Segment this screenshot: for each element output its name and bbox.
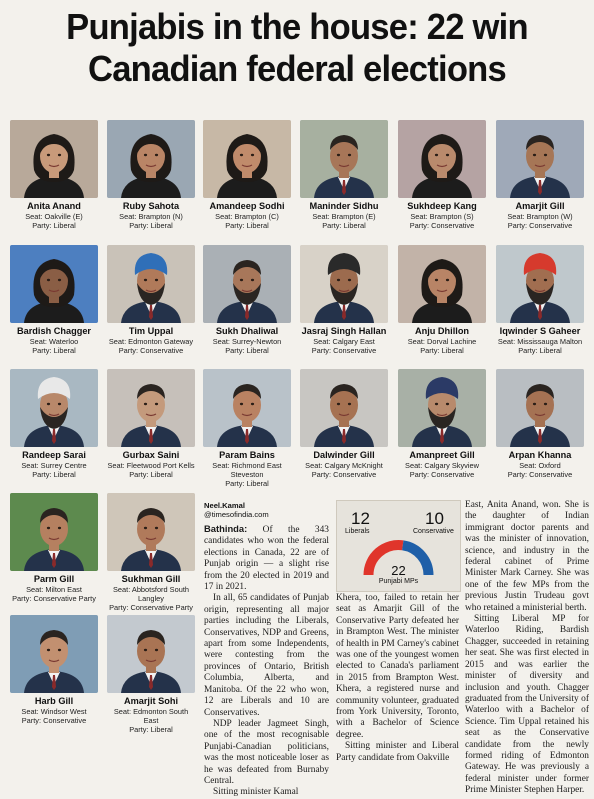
mp-seat: Seat: Fleetwood Port Kells	[107, 461, 195, 470]
mp-card	[398, 369, 486, 479]
mp-name: Amarjit Sohi	[123, 696, 179, 706]
article-paragraph: In all, 65 candidates of Punjab origin, representing all major parties including the Liberals, Conservatives, NDP and Greens, apart from some Independents, were contesting from the provinces of Ontario, British Columbia, Alberta, and Manitoba. Of the 22 who won, 12 are Liberals and 10 are Conservatives.	[204, 593, 329, 718]
mp-card	[10, 245, 98, 355]
article-paragraph: Bathinda: Of the 343 candidates who won the federal elections in Canada, 22 are of Punjab origin — a slight rise from the 20 elected in 2019 and 17 in 2021.	[204, 523, 329, 593]
dateline: Bathinda:	[204, 523, 248, 534]
mp-seat: Seat: Calgary East	[313, 337, 375, 346]
party-breakdown-infographic	[336, 500, 461, 592]
mp-name: Dalwinder Gill	[313, 450, 375, 460]
mp-seat: Seat: Brampton (W)	[507, 212, 573, 221]
headline	[12, 6, 582, 90]
mp-name: Maninder Sidhu	[309, 201, 379, 211]
mp-party: Party: Conservative	[409, 470, 475, 479]
mp-card	[496, 120, 584, 230]
mp-photo	[496, 245, 584, 323]
mp-card	[10, 120, 98, 230]
total-mps-count: 22	[391, 563, 406, 578]
mp-card	[107, 245, 195, 355]
mp-seat: Seat: Surrey Centre	[21, 461, 87, 470]
mp-photo	[300, 369, 388, 447]
mp-party: Party: Liberal	[32, 346, 76, 355]
mp-card	[107, 615, 195, 734]
mp-name: Sukhdeep Kang	[407, 201, 477, 211]
article-column-2	[336, 593, 459, 764]
article-paragraph: Sitting minister Kamal	[213, 787, 299, 798]
mp-party: Party: Conservative	[507, 221, 573, 230]
mp-photo	[300, 120, 388, 198]
conservative-label: Conservative	[413, 528, 454, 535]
mp-photo	[300, 245, 388, 323]
liberals-label: Liberals	[345, 528, 370, 535]
mp-seat: Seat: Edmonton South East	[113, 707, 189, 725]
mp-seat: Seat: Abbotsford South Langley	[112, 585, 189, 603]
mp-photo	[203, 120, 291, 198]
mp-photo	[10, 120, 98, 198]
mp-seat: Seat: Dorval Lachine	[407, 337, 477, 346]
mp-party: Party: Liberal	[225, 221, 269, 230]
mp-name: Ruby Sahota	[122, 201, 180, 211]
mp-party: Party: Liberal	[129, 725, 173, 734]
mp-party: Party: Liberal	[32, 221, 76, 230]
mp-party: Party: Conservative	[118, 346, 184, 355]
mp-photo	[203, 369, 291, 447]
mp-card	[107, 493, 195, 612]
mp-name: Gurbax Saini	[122, 450, 180, 460]
mp-seat: Seat: Mississauga Malton	[497, 337, 583, 346]
byline-email: @timesofindia.com	[204, 510, 269, 519]
mp-card	[496, 245, 584, 355]
mp-card	[300, 120, 388, 230]
mp-name: Sukhman Gill	[121, 574, 181, 584]
mp-party: Party: Liberal	[129, 221, 173, 230]
mp-party: Party: Liberal	[420, 346, 464, 355]
mp-photo	[496, 369, 584, 447]
mp-photo	[203, 245, 291, 323]
mp-card	[10, 493, 98, 603]
total-mps-label: Punjabi MPs	[378, 578, 419, 585]
mp-card	[300, 369, 388, 479]
mp-seat: Seat: Oxford	[519, 461, 561, 470]
mp-name: Tim Uppal	[128, 326, 174, 336]
mp-photo	[10, 369, 98, 447]
mp-party: Party: Conservative	[21, 716, 87, 725]
mp-party: Party: Liberal	[129, 470, 173, 479]
mp-seat: Seat: Milton East	[26, 585, 82, 594]
mp-seat: Seat: Windsor West	[21, 707, 87, 716]
mp-party: Party: Conservative Party	[12, 594, 96, 603]
mp-seat: Seat: Brampton (N)	[119, 212, 183, 221]
mp-card	[203, 245, 291, 355]
mp-party: Party: Liberal	[225, 346, 269, 355]
mp-name: Parm Gill	[33, 574, 75, 584]
mp-name: Amanpreet Gill	[409, 450, 475, 460]
mp-photo	[107, 493, 195, 571]
headline-line-2: Canadian federal elections	[88, 48, 506, 89]
mp-name: Anju Dhillon	[414, 326, 470, 336]
mp-party: Party: Conservative	[409, 221, 475, 230]
mp-party: Party: Liberal	[225, 479, 269, 488]
byline	[204, 501, 269, 519]
mp-card	[300, 245, 388, 355]
mp-card	[107, 369, 195, 479]
mp-party: Party: Conservative	[311, 470, 377, 479]
mp-card	[10, 369, 98, 479]
mp-card	[398, 120, 486, 230]
mp-seat: Seat: Waterloo	[29, 337, 79, 346]
article-paragraph: East, Anita Anand, won. She is the daughter of Indian immigrant doctor parents and was the minister of innovation, science, and industry in the federal cabinet of Prime Minister Mark Carney. She was one of the few MPs from the previous Justin Trudeau govt who retained a ministerial berth.	[465, 500, 589, 613]
mp-photo	[10, 245, 98, 323]
mp-seat: Seat: Calgary Skyview	[405, 461, 479, 470]
mp-name: Jasraj Singh Hallan	[301, 326, 387, 336]
mp-name: Bardish Chagger	[16, 326, 92, 336]
mp-seat: Seat: Brampton (E)	[312, 212, 376, 221]
mp-seat: Seat: Brampton (C)	[215, 212, 279, 221]
article-column-1	[204, 523, 329, 799]
headline-line-1: Punjabis in the house: 22 win	[66, 6, 528, 47]
mp-seat: Seat: Calgary McKnight	[305, 461, 383, 470]
mp-photo	[398, 245, 486, 323]
article-paragraph: Sitting minister and Liberal Party candidate from Oakville	[336, 741, 459, 763]
mp-photo	[107, 245, 195, 323]
article-paragraph: Sitting Liberal MP for Waterloo Riding, Bardish Chagger, succeeded in retaining her seat. She was first elected in 2015 and was earlier the minister of diversity and inclusion and youth. Chagger graduated from the University of Waterloo with a Bachelor of Science. Tim Uppal retained his seat as the Conservative candidate from the newly formed riding of Edmonton Gateway. He was previously a federal minister under former Prime Minister Stephen Harper.	[465, 614, 589, 796]
mp-seat: Seat: Brampton (S)	[410, 212, 474, 221]
mp-card	[203, 120, 291, 230]
mp-seat: Seat: Edmonton Gateway	[108, 337, 194, 346]
mp-party: Party: Liberal	[322, 221, 366, 230]
mp-seat: Seat: Oakville (E)	[25, 212, 83, 221]
mp-card	[398, 245, 486, 355]
mp-photo	[398, 120, 486, 198]
mp-photo	[107, 615, 195, 693]
mp-photo	[107, 120, 195, 198]
mp-name: Iqwinder S Gaheer	[499, 326, 581, 336]
mp-card	[496, 369, 584, 479]
mp-photo	[398, 369, 486, 447]
mp-name: Sukh Dhaliwal	[215, 326, 279, 336]
article-paragraph: Khera, too, failed to retain her seat as Amarjit Gill of the Conservative Party defeated her in Brampton West. The minister of health in PM Carney's cabinet was one of the youngest women elected to Canada's parliament in 2015 from Brampton West. Khera, a registered nurse and community volunteer, graduated from York University, Toronto, with a Bachelor of Science degree.	[336, 593, 459, 740]
mp-party: Party: Liberal	[32, 470, 76, 479]
article-column-3	[465, 500, 589, 797]
mp-seat: Seat: Richmond East Steveston	[212, 461, 282, 479]
conservative-count: 10	[425, 509, 444, 528]
liberals-count: 12	[351, 509, 370, 528]
mp-name: Anita Anand	[27, 201, 81, 211]
mp-photo	[496, 120, 584, 198]
mp-party: Party: Conservative	[311, 346, 377, 355]
mp-photo	[10, 493, 98, 571]
article-paragraph: NDP leader Jagmeet Singh, one of the most recognisable Punjabi-Canadian politicians, was the most noticeable loser as he was defeated from Burnaby Central.	[204, 718, 329, 786]
mp-photo	[107, 369, 195, 447]
mp-party: Party: Liberal	[518, 346, 562, 355]
mp-name: Arpan Khanna	[508, 450, 572, 460]
mp-name: Amarjit Gill	[515, 201, 565, 211]
mp-card	[107, 120, 195, 230]
mp-photo	[10, 615, 98, 693]
mp-card	[10, 615, 98, 725]
mp-name: Harb Gill	[34, 696, 74, 706]
mp-party: Party: Conservative	[507, 470, 573, 479]
mp-party: Party: Conservative Party	[109, 603, 193, 612]
mp-name: Randeep Sarai	[22, 450, 86, 460]
byline-name: Neel.Kamal	[204, 501, 245, 510]
mp-card	[203, 369, 291, 488]
mp-name: Param Bains	[219, 450, 275, 460]
mp-name: Amandeep Sodhi	[209, 201, 285, 211]
mp-seat: Seat: Surrey-Newton	[212, 337, 282, 346]
